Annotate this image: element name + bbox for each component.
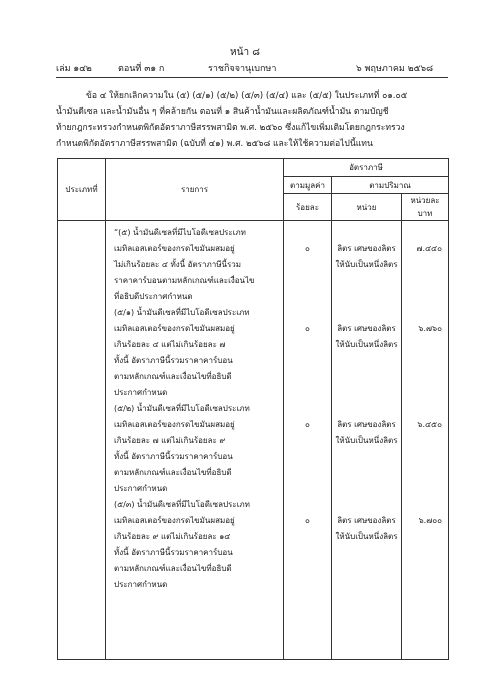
unit-text-line: ให้นับเป็นหนึ่งลิตร bbox=[335, 436, 398, 445]
item-text-line: “(๕) น้ำมันดีเซลที่มีไบโอดีเซลประเภท bbox=[114, 228, 246, 237]
gazette-date: ๖ พฤษภาคม ๒๕๖๘ bbox=[356, 64, 434, 74]
unit-column-cell bbox=[332, 221, 402, 660]
item-text-line: ที่อธิบดีประกาศกำหนด bbox=[114, 292, 193, 301]
tax-rate-table bbox=[57, 158, 449, 660]
by-value-percent: ๐ bbox=[305, 244, 310, 253]
item-text-line: (๕/๓) น้ำมันดีเซลที่มีไบโอดีเซลประเภท bbox=[114, 500, 250, 509]
item-text-line: ทั้งนี้ อัตราภาษีนี้รวมราคาคาร์บอน bbox=[114, 452, 233, 461]
gazette-name: ราชกิจจานุเบกษา bbox=[208, 64, 277, 74]
col-header-by-value: ตามมูลค่า bbox=[284, 177, 332, 194]
by-value-percent: ๐ bbox=[305, 420, 310, 429]
intro-line: กำหนดพิกัดอัตราภาษีสรรพสามิต (ฉบับที่ ๔๑) พ.ศ. ๒๕๖๘ และให้ใช้ความต่อไปนี้แทน bbox=[56, 139, 373, 149]
per-unit-rate: ๗.๔๔๐ bbox=[416, 244, 442, 253]
item-text-line: ประกาศกำหนด bbox=[114, 484, 168, 493]
unit-text-line: ลิตร เศษของลิตร bbox=[337, 516, 396, 525]
gazette-volume: เล่ม ๑๔๒ bbox=[56, 64, 92, 74]
rate-column-cell bbox=[402, 221, 449, 660]
col-header-item: รายการ bbox=[106, 159, 284, 221]
item-text-line: เมทิลเอสเตอร์ของกรดไขมันผสมอยู่ bbox=[114, 244, 235, 253]
col-header-percent: ร้อยละ bbox=[284, 194, 332, 221]
col-header-unit: หน่วย bbox=[332, 194, 402, 221]
page-number: หน้า ๘ bbox=[230, 47, 260, 58]
item-text-line: ทั้งนี้ อัตราภาษีนี้รวมราคาคาร์บอน bbox=[114, 356, 233, 365]
intro-line: น้ำมันดีเซล และน้ำมันอื่น ๆ ที่คล้ายกัน ตอนที่ ๑ สินค้าน้ำมันและผลิตภัณฑ์น้ำมัน ตามบัญชี bbox=[56, 107, 389, 117]
by-value-percent: ๐ bbox=[305, 516, 310, 525]
item-text-line: ตามหลักเกณฑ์และเงื่อนไขที่อธิบดี bbox=[114, 372, 232, 381]
unit-text-line: ให้นับเป็นหนึ่งลิตร bbox=[335, 340, 398, 349]
item-text-line: ทั้งนี้ อัตราภาษีนี้รวมราคาคาร์บอน bbox=[114, 548, 233, 557]
item-text-line: ประกาศกำหนด bbox=[114, 580, 168, 589]
unit-text-line: ลิตร เศษของลิตร bbox=[337, 244, 396, 253]
item-text-line: ไม่เกินร้อยละ ๔ ทั้งนี้ อัตราภาษีนี้รวม bbox=[114, 260, 242, 269]
col-header-per-unit-baht: หน่วยละ บาท bbox=[402, 194, 449, 221]
table-row bbox=[106, 225, 283, 305]
unit-entry bbox=[332, 321, 401, 353]
col-header-type: ประเภทที่ bbox=[58, 159, 106, 221]
item-text-line: ตามหลักเกณฑ์และเงื่อนไขที่อธิบดี bbox=[114, 564, 232, 573]
per-unit-rate: ๖.๔๕๐ bbox=[417, 420, 442, 429]
header-rule bbox=[56, 77, 448, 78]
col-header-tax-rate: อัตราภาษี bbox=[284, 159, 449, 177]
item-text-line: ประกาศกำหนด bbox=[114, 388, 168, 397]
by-value-column-cell bbox=[284, 221, 332, 660]
item-text-line: (๕/๑) น้ำมันดีเซลที่มีไบโอดีเซลประเภท bbox=[114, 308, 250, 317]
unit-text-line: ให้นับเป็นหนึ่งลิตร bbox=[335, 260, 398, 269]
item-text-line: เกินร้อยละ ๗ แต่ไม่เกินร้อยละ ๙ bbox=[114, 436, 226, 445]
item-text-line: เกินร้อยละ ๔ แต่ไม่เกินร้อยละ ๗ bbox=[114, 340, 226, 349]
unit-entry bbox=[332, 241, 401, 273]
per-unit-rate: ๖.๗๐๐ bbox=[418, 516, 442, 525]
unit-entry bbox=[332, 513, 401, 545]
item-text-line: เมทิลเอสเตอร์ของกรดไขมันผสมอยู่ bbox=[114, 324, 235, 333]
item-column-cell bbox=[106, 221, 284, 660]
item-text-line: เมทิลเอสเตอร์ของกรดไขมันผสมอยู่ bbox=[114, 420, 235, 429]
intro-line: ท้ายกฎกระทรวงกำหนดพิกัดอัตราภาษีสรรพสามิต พ.ศ. ๒๕๖๐ ซึ่งแก้ไขเพิ่มเติมโดยกฎกระทรวง bbox=[56, 123, 405, 133]
by-value-percent: ๐ bbox=[305, 324, 310, 333]
item-text-line: ตามหลักเกณฑ์และเงื่อนไขที่อธิบดี bbox=[114, 468, 232, 477]
table-row bbox=[106, 305, 283, 401]
type-column-cell bbox=[58, 221, 106, 660]
unit-entry bbox=[332, 417, 401, 449]
item-text-line: เมทิลเอสเตอร์ของกรดไขมันผสมอยู่ bbox=[114, 516, 235, 525]
item-text-line: ราคาคาร์บอนตามหลักเกณฑ์และเงื่อนไข bbox=[114, 276, 255, 285]
intro-line: ข้อ ๔ ให้ยกเลิกความใน (๕) (๕/๑) (๕/๒) (๕/๓) (๕/๔) และ (๕/๕) ในประเภทที่ ๐๑.๐๕ bbox=[86, 91, 408, 101]
table-row bbox=[106, 497, 283, 593]
unit-text-line: ลิตร เศษของลิตร bbox=[337, 420, 396, 429]
item-text-line: (๕/๒) น้ำมันดีเซลที่มีไบโอดีเซลประเภท bbox=[114, 404, 250, 413]
col-header-by-quantity: ตามปริมาณ bbox=[332, 177, 449, 194]
item-text-line: เกินร้อยละ ๙ แต่ไม่เกินร้อยละ ๑๔ bbox=[114, 532, 231, 541]
table-row bbox=[106, 401, 283, 497]
gazette-part: ตอนที่ ๓๑ ก bbox=[118, 64, 165, 74]
unit-text-line: ให้นับเป็นหนึ่งลิตร bbox=[335, 532, 398, 541]
per-unit-rate: ๖.๗๖๐ bbox=[418, 324, 442, 333]
unit-text-line: ลิตร เศษของลิตร bbox=[337, 324, 396, 333]
